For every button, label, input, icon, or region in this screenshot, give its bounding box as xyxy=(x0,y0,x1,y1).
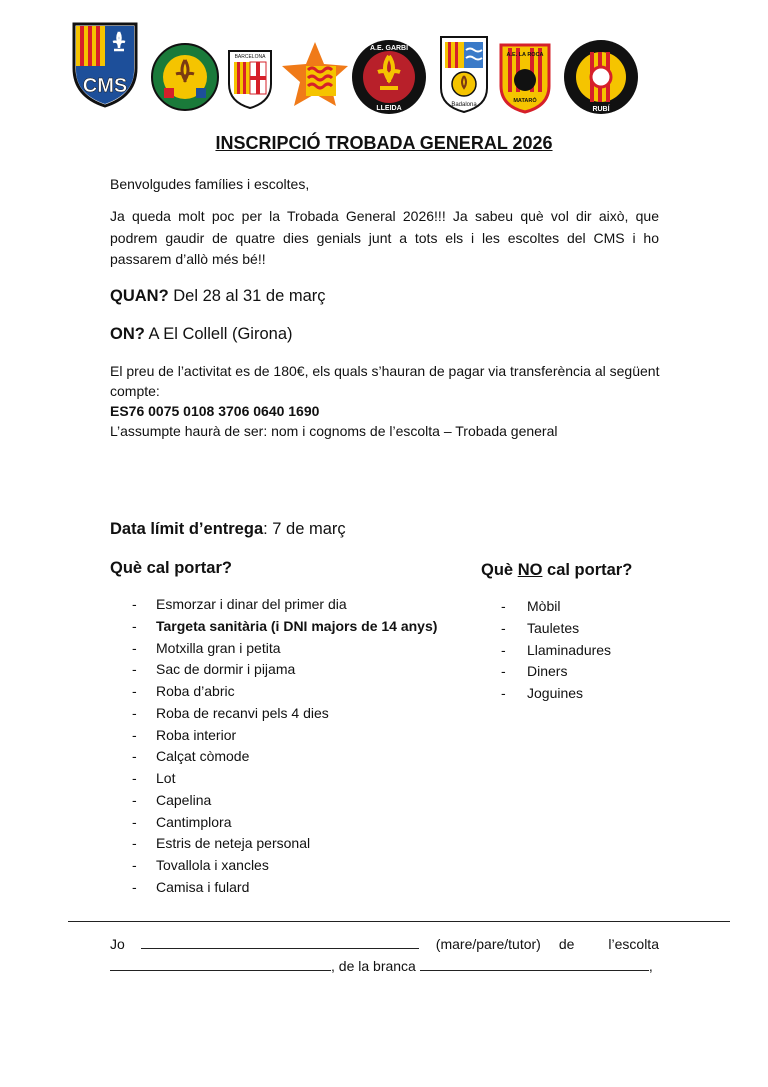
svg-text:A.E. GARBÍ: A.E. GARBÍ xyxy=(369,45,409,52)
list-item-text: Cantimplora xyxy=(156,813,232,830)
svg-text:RUBÍ: RUBÍ xyxy=(592,106,610,113)
star-logo xyxy=(280,40,350,110)
list-item-text: Sac de dormir i pijama xyxy=(156,661,296,678)
barcelona-logo xyxy=(226,48,274,110)
list-item-text: Diners xyxy=(527,663,568,680)
list-item-text: Llaminadures xyxy=(527,641,612,658)
list-item xyxy=(501,683,611,705)
list-item-text: Roba interior xyxy=(156,726,237,743)
payment-subject: L’assumpte haurà de ser: nom i cognoms de l’escolta – Trobada general xyxy=(110,423,558,439)
list-item-text: Camisa i fulard xyxy=(156,878,250,895)
greeting: Benvolgudes famílies i escoltes, xyxy=(110,176,310,192)
bring-heading: Què cal portar? xyxy=(110,559,232,577)
dash-bullet: - xyxy=(132,857,137,873)
branca-blank[interactable] xyxy=(420,956,649,971)
form-jo: Jo xyxy=(110,936,125,952)
when-value: Del 28 al 31 de març xyxy=(173,287,326,305)
list-item xyxy=(501,618,611,640)
dash-bullet: - xyxy=(501,685,506,701)
not-bring-list xyxy=(501,596,611,705)
list-item xyxy=(110,725,437,747)
list-item-text: Motxilla gran i petita xyxy=(156,639,281,656)
iban: ES76 0075 0108 3706 0640 1690 xyxy=(110,403,320,419)
dash-bullet: - xyxy=(132,683,137,699)
list-item xyxy=(110,855,437,877)
list-item xyxy=(110,703,437,725)
dash-bullet: - xyxy=(132,726,137,743)
list-item xyxy=(110,616,437,638)
la-roca-logo xyxy=(498,42,552,114)
svg-text:LLEIDA: LLEIDA xyxy=(376,105,402,112)
dash-bullet: - xyxy=(132,813,137,830)
list-item-text: Lot xyxy=(156,770,176,786)
where-value: A El Collell (Girona) xyxy=(148,325,293,343)
logos-row xyxy=(68,20,638,116)
list-item xyxy=(110,746,437,768)
deadline-line xyxy=(110,519,346,541)
intro-paragraph: Ja queda molt poc per la Trobada General 2026!!! Ja sabeu què vol dir això, que podrem gaudir de quatre dies genials junt a tots els i les escoltes del CMS i ho passarem d’allò més bé!! xyxy=(110,208,659,267)
when-line xyxy=(110,286,326,308)
dash-bullet: - xyxy=(132,770,137,786)
list-item xyxy=(110,594,437,616)
cms-logo xyxy=(70,20,140,108)
dash-bullet: - xyxy=(132,791,137,808)
dash-bullet: - xyxy=(132,661,137,678)
form-comma: , xyxy=(648,958,653,974)
list-item xyxy=(110,877,437,899)
form-role: (mare/pare/tutor) xyxy=(435,936,541,952)
badalona-logo-text: Badalona xyxy=(451,102,477,108)
when-label: QUAN? xyxy=(110,287,169,305)
list-item xyxy=(110,681,437,703)
list-item xyxy=(110,833,437,855)
bring-list xyxy=(110,594,437,899)
agrupament-logo-2 xyxy=(150,42,220,112)
albada-logo xyxy=(562,38,640,116)
badalona-logo xyxy=(438,34,490,114)
list-item-text: Roba d’abric xyxy=(156,683,235,699)
dash-bullet: - xyxy=(501,641,506,658)
dash-bullet: - xyxy=(501,663,506,680)
dash-bullet: - xyxy=(132,639,137,656)
dash-bullet: - xyxy=(132,596,137,612)
form-line-2 xyxy=(110,956,653,978)
garbi-logo xyxy=(350,38,428,116)
cms-logo-text: CMS xyxy=(82,75,128,97)
form-branca: , de la branca xyxy=(331,958,416,974)
dash-bullet: - xyxy=(132,835,137,852)
page-title: INSCRIPCIÓ TROBADA GENERAL 2026 xyxy=(215,133,553,153)
dash-bullet: - xyxy=(132,878,137,895)
dash-bullet: - xyxy=(501,598,506,614)
dash-bullet: - xyxy=(132,617,137,634)
where-label: ON? xyxy=(110,325,145,343)
list-item-text: Estris de neteja personal xyxy=(156,835,311,852)
not-bring-heading: Què NO cal portar? xyxy=(481,561,633,579)
dash-bullet: - xyxy=(132,704,137,721)
where-line xyxy=(110,324,293,346)
list-item-text: Tauletes xyxy=(527,619,580,636)
list-item xyxy=(501,640,611,662)
list-item xyxy=(110,768,437,790)
list-item-text: Roba de recanvi pels 4 dies xyxy=(156,704,329,721)
deadline-label: Data límit d’entrega xyxy=(110,520,264,538)
not-bring-no: NO xyxy=(517,561,543,579)
dash-bullet: - xyxy=(132,748,137,765)
deadline-value: : 7 de març xyxy=(263,520,346,538)
price-text: El preu de l’activitat es de 180€, els quals s’hauran de pagar via transferència al següent compte: xyxy=(110,363,660,399)
list-item xyxy=(110,638,437,660)
list-item-text: Esmorzar i dinar del primer dia xyxy=(156,596,347,612)
dash-bullet: - xyxy=(501,619,506,636)
list-item-text: Tovallola i xancles xyxy=(156,857,269,873)
price-paragraph xyxy=(110,361,670,441)
list-item xyxy=(110,790,437,812)
list-item xyxy=(501,661,611,683)
list-item xyxy=(501,596,611,618)
list-item xyxy=(110,812,437,834)
svg-text:MATARÓ: MATARÓ xyxy=(513,98,537,104)
list-item-text: Joguines xyxy=(527,685,584,701)
form-line-1 xyxy=(110,934,659,956)
list-item-text: Targeta sanitària (i DNI majors de 14 anys) xyxy=(156,617,438,634)
divider-line xyxy=(68,921,730,922)
list-item xyxy=(110,659,437,681)
name-blank[interactable] xyxy=(141,934,419,949)
form-escolta: l’escolta xyxy=(608,936,659,952)
list-item-text: Calçat còmode xyxy=(156,748,250,765)
escolta-blank[interactable] xyxy=(110,956,331,971)
list-item-text: Capelina xyxy=(156,791,212,808)
svg-text:A.E. LA ROCA: A.E. LA ROCA xyxy=(506,52,544,58)
form-de: de xyxy=(558,936,575,952)
list-item-text: Mòbil xyxy=(527,598,561,614)
barcelona-logo-text: BARCELONA xyxy=(234,54,266,60)
